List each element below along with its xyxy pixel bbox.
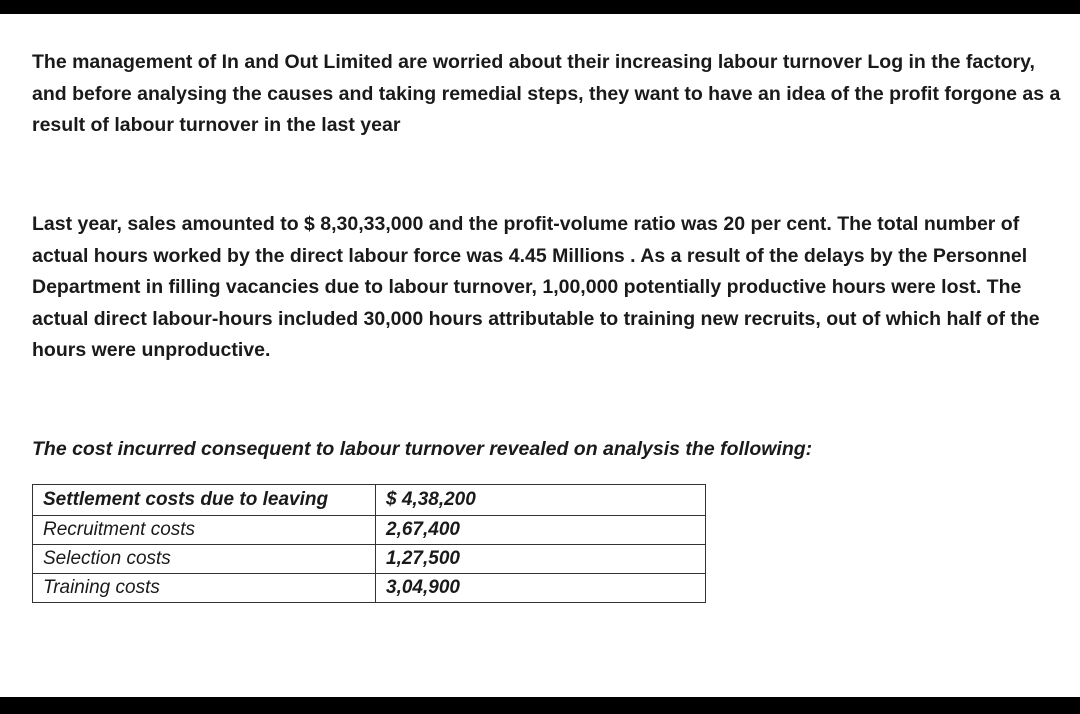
intro-paragraph: The management of In and Out Limited are worried about their increasing labour turnover Log in the factory, and before analysing the causes and taking remedial steps, they want to have an idea of the profit forgone as a result of labour turnover in the last year bbox=[32, 51, 1061, 136]
details-paragraph: Last year, sales amounted to $ 8,30,33,000 and the profit-volume ratio was 20 per cent. The total number of actual hours worked by the direct labour force was 4.45 Millions . As a result of the delays by the Personnel Department in filling vacancies due to labour turnover, 1,00,000 potentially productive hours were lost. The actual direct labour-hours included 30,000 hours attributable to training new recruits, out of which half of the hours were unproductive. bbox=[32, 213, 1040, 361]
cost-value-settlement: $ 4,38,200 bbox=[376, 485, 706, 516]
cost-label-training: Training costs bbox=[33, 574, 376, 603]
cost-value-selection: 1,27,500 bbox=[376, 545, 706, 574]
cost-table bbox=[32, 484, 706, 603]
cost-heading: The cost incurred consequent to labour turnover revealed on analysis the following: bbox=[32, 438, 813, 460]
table-row bbox=[33, 485, 706, 516]
cost-label-recruitment: Recruitment costs bbox=[33, 516, 376, 545]
cost-value-recruitment: 2,67,400 bbox=[376, 516, 706, 545]
table-row bbox=[33, 545, 706, 574]
cost-label-selection: Selection costs bbox=[33, 545, 376, 574]
bottom-border-bar bbox=[0, 697, 1080, 714]
table-row bbox=[33, 574, 706, 603]
cost-value-training: 3,04,900 bbox=[376, 574, 706, 603]
top-border-bar bbox=[0, 0, 1080, 14]
cost-label-settlement: Settlement costs due to leaving bbox=[33, 485, 376, 516]
table-row bbox=[33, 516, 706, 545]
